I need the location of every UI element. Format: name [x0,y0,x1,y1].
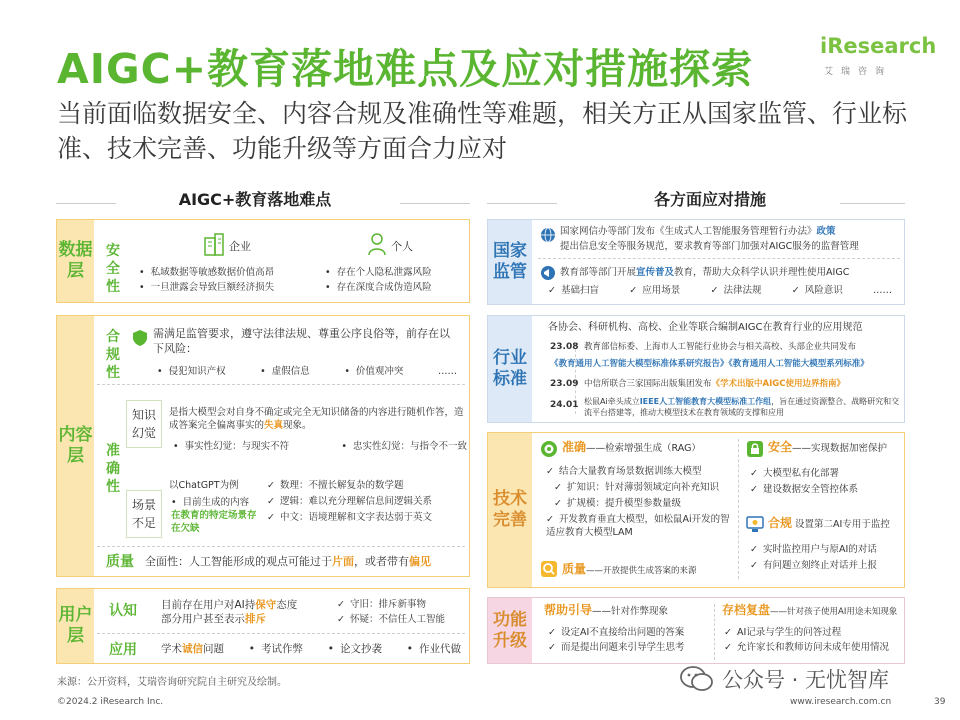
divider [538,258,900,259]
t2-a: 中信所联合三家国际出版集团发布 [584,379,712,389]
enterprise-item: • 私域数据等敏感数据价值高昂 [139,266,274,279]
compliance-desc: 设置第二AI专用于监控 [795,519,890,530]
compliance-item: • 虚假信息 [260,365,310,378]
megaphone-icon [540,265,556,285]
guide-item: ✓ 设定AI不直接给出问题的答案 [548,626,728,639]
quality-title [562,563,738,578]
application-text [161,643,224,656]
content-layer-panel [56,315,470,577]
divider [97,633,465,634]
watermark-text: 公众号 · 无忧智库 [722,668,890,692]
feature-panel [487,597,905,664]
quality-highlight: 偏见 [409,555,431,568]
divider [97,384,465,385]
wechat-icon [680,665,714,693]
gov-policy-desc: 提出信息安全等服务规范，要求教育等部门加强对AIGC服务的监督管理 [560,241,859,252]
personal-item: • 存在个人隐私泄露风险 [325,266,432,279]
scene-intro: 以ChatGPT为例 [169,480,239,491]
quality-text-a: 全面性：人工智能形成的观点可能过于 [145,555,332,568]
accuracy-label: 准确性 [106,443,120,495]
monitor-icon [746,515,764,537]
gov-label: 国家监管 [488,220,532,304]
scene-items [267,479,467,524]
compliance-items [157,365,457,378]
accuracy-title [562,441,732,455]
gov-item: ✓ 法律法规 [711,284,762,297]
accuracy-item: ✓ 结合大量教育场景数据训练大模型 [546,465,734,478]
user-layer-label: 用户层 [57,589,94,663]
cognition-item: ✓ 怀疑：不信任人工智能 [337,613,467,626]
safety-title [768,441,900,455]
enterprise-label: 企业 [229,240,251,253]
halluc-highlight: 失真 [264,420,284,431]
source-note: 来源：公开资料，艾瑞咨询研究院自主研究及绘制。 [57,677,287,688]
personal-label: 个人 [391,240,413,253]
data-layer-panel [56,219,470,303]
building-icon [203,232,225,256]
halluc-text-b: 现象。 [283,420,312,431]
accuracy-items [546,465,734,539]
compliance-items [750,543,900,572]
content-layer-label: 内容层 [57,316,94,576]
compliance-item: • 侵犯知识产权 [157,365,226,378]
gov-l3-a: 教育部等部门开展 [560,267,637,278]
halluc-item: • 事实性幻觉：与现实不符 [173,440,289,453]
gov-item: ✓ 风险意识 [792,284,843,297]
logo-subtext: 艾瑞咨询 [824,67,893,77]
enterprise-item: • 一旦泄露会导致巨额经济损失 [139,281,274,294]
guide-items [548,626,728,654]
site-url[interactable]: www.iresearch.com.cn [790,697,892,707]
target-icon [540,440,558,462]
archive-item: ✓ AI记录与学生的问答过程 [724,626,902,639]
quality-tag: 质量 [562,562,587,576]
gov-panel [487,219,905,305]
accuracy-item: ✓ 扩规模：提升模型参数量级 [546,497,734,510]
gov-promo-line [560,266,900,279]
security-label: 安全性 [106,243,120,295]
compliance-title [768,517,900,531]
archive-item: ✓ 允许家长和教师访问未成年使用情况 [724,641,902,654]
feature-label: 功能升级 [488,598,532,663]
app-highlight: 诚信 [182,643,203,655]
user-layer-panel [56,588,470,664]
timeline-date: 23.08 [550,342,579,352]
archive-desc: ——针对孩子使用AI用途未知现象 [770,607,898,617]
gov-item: ✓ 应用场景 [629,284,680,297]
guide-tag: 帮助引导 [544,603,593,617]
personal-item: • 存在深度合成伪造风险 [325,281,432,294]
shield-icon [132,329,148,351]
scene-left-a: • 目前生成的内容 [171,497,249,508]
compliance-text: 需满足监管要求，遵守法律法规、尊重公序良俗等，前存在以下风险： [153,327,450,355]
hallucination-items [173,440,467,453]
iresearch-logo [820,34,940,84]
accuracy-desc: ——检索增强生成（RAG） [586,443,701,454]
archive-title [722,604,902,619]
t3-b: ，旨在通过资源整合、战略研究和交流平台搭建等，推动大模型技术在教育领域的支撑和应用 [584,397,900,417]
halluc-item: • 忠实性幻觉：与指令不一致 [341,440,467,453]
gov-policy-line [560,225,900,238]
compliance-check-item: ✓ 有问题立刻终止对话并上报 [750,559,900,572]
application-label: 应用 [109,642,137,658]
scene-left-highlight: 在教育的特定场景存在欠缺 [171,510,257,534]
divider [400,203,470,204]
cognition-highlight: 排斥 [245,613,266,625]
application-item: • 考试作弊 [249,643,303,656]
accuracy-tag: 准确 [562,440,587,454]
gov-item: ✓ 基础扫盲 [548,284,599,297]
timeline-standards: 《教育通用人工智能大模型标准体系研究报告》《教育通用人工智能大模型系列标准》 [550,359,869,369]
gov-l3-highlight: 宣传普及 [636,267,675,278]
compliance-item: • 价值观冲突 [344,365,403,378]
hallucination-text [169,406,465,432]
tech-label: 技术完善 [488,433,532,587]
divider [56,203,116,204]
divider [97,546,465,547]
hallucination-label: 知识幻觉 [126,400,162,448]
application-row [161,643,461,656]
quality-highlight: 片面 [332,555,354,568]
industry-label: 行业标准 [488,316,532,422]
left-heading: AIGC+教育落地难点 [178,190,332,209]
cognition-highlight: 保守 [255,599,277,611]
data-layer-label: 数据层 [57,220,94,302]
divider [714,604,715,660]
guide-desc: ——针对作弊现象 [592,606,669,617]
scene-item: ✓ 中文：语境理解和文字表达弱于英文 [267,511,467,524]
scene-item: ✓ 逻辑：难以充分理解信息间逻辑关系 [267,495,467,508]
safety-item: ✓ 大模型私有化部署 [750,467,900,480]
timeline-text: 教育部信标委、上海市人工智能行业协会与相关高校、头部企业共同发布 [584,342,857,352]
quality-label: 质量 [106,554,134,570]
scene-label: 场景不足 [126,490,162,538]
halluc-text-a: 是指大模型会对自身不确定或完全无知识储备的内容进行随机作答，造成答案完全偏离事实的 [169,407,464,431]
compliance-check-item: ✓ 实时监控用户与原AI的对话 [750,543,900,556]
cognition-items [337,598,467,626]
archive-items [724,626,902,654]
safety-items [750,467,900,496]
page-title: AIGC+教育落地难点及应对措施探索 [57,45,754,93]
app-b: 问题 [203,643,224,655]
compliance-tag: 合规 [768,516,793,530]
safety-tag: 安全 [768,440,793,454]
application-item: • 论文抄袭 [328,643,382,656]
copyright: ©2024.2 iResearch Inc. [57,697,164,707]
watermark [680,664,889,694]
quality-text [145,554,465,569]
lock-icon [746,440,764,462]
cognition-item: ✓ 守旧：排斥新事物 [337,598,467,611]
cognition-text [161,598,331,626]
divider [487,203,557,204]
page-number: 39 [934,697,946,707]
application-item: • 作业代做 [407,643,461,656]
guide-item: ✓ 而是提出问题来引导学生思考 [548,641,728,654]
cognition-b: 态度 [276,599,298,611]
industry-panel [487,315,905,423]
compliance-label: 合规性 [106,329,120,381]
scene-item: ✓ 数理：不擅长解复杂的数学题 [267,479,467,492]
archive-tag: 存档复盘 [722,603,771,617]
page-subtitle: 当前面临数据安全、内容合规及准确性等难题，相关方正从国家监管、行业标准、技术完善、功能升级等方面合力应对 [57,99,908,163]
cognition-label: 认知 [109,603,137,619]
gov-item: …… [873,285,892,296]
tech-panel [487,432,905,588]
gov-l1: 国家网信办等部门发布《生成式人工智能服务管理暂行办法》 [560,226,817,237]
accuracy-item: ✓ 开发教育垂直大模型，如松鼠Ai开发的智适应教育大模型LAM [546,513,734,539]
gov-items [548,284,892,297]
t3-a: 松鼠Ai牵头成立 [584,397,640,406]
scene-left-text [171,496,259,535]
globe-icon [540,227,556,247]
divider [840,203,905,204]
right-heading: 各方面应对措施 [653,190,766,209]
t3-highlight: IEEE人工智能教育大模型标准工作组 [639,397,772,406]
divider [738,439,739,579]
guide-title [544,604,724,618]
timeline-text [584,396,900,418]
quality-text-b: ，或者带有 [354,555,409,568]
timeline-text [584,378,900,390]
cognition-a: 目前存在用户对AI持 [161,599,256,611]
t2-highlight: 《学术出版中AIGC使用边界指南》 [711,379,845,389]
gov-l1-highlight: 政策 [816,226,836,237]
accuracy-item: ✓ 扩知识：针对薄弱领域定向补充知识 [546,481,734,494]
cognition-c: 部分用户甚至表示 [161,613,245,625]
compliance-item: …… [437,366,457,377]
app-a: 学术 [161,643,182,655]
logo-text: iResearch [820,34,937,58]
safety-item: ✓ 建设数据安全管控体系 [750,483,900,496]
timeline-date: 23.09 [550,379,579,389]
gov-l3-b: 教育，帮助大众科学认识并理性使用AIGC [674,267,850,278]
quality-icon [540,560,558,582]
person-icon [367,232,387,256]
quality-desc: ——开放提供生成答案的来源 [586,566,697,576]
timeline-date: 24.01 [550,400,579,410]
industry-head: 各协会、科研机构、高校、企业等联合编制AIGC在教育行业的应用规范 [548,322,863,333]
safety-desc: ——实现数据加密保护 [792,443,888,454]
